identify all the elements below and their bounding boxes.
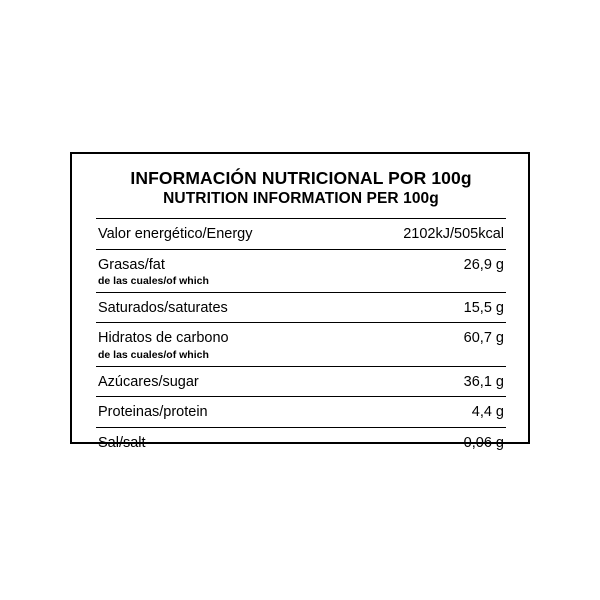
table-row — [96, 367, 506, 397]
nutrient-value: 60,7 g — [463, 330, 504, 347]
nutrient-label: Azúcares/sugar — [98, 373, 199, 390]
nutrient-label: Saturados/saturates — [98, 300, 228, 317]
row-label-group — [98, 374, 199, 391]
title-spanish: INFORMACIÓN NUTRICIONAL POR 100g — [130, 168, 472, 188]
nutrient-value: 15,5 g — [463, 300, 504, 317]
nutrient-value: 36,1 g — [463, 373, 504, 390]
table-row — [96, 397, 506, 427]
nutrition-title-block — [96, 168, 506, 208]
title-english: NUTRITION INFORMATION PER 100g — [163, 189, 439, 207]
table-row — [96, 250, 506, 293]
nutrient-value: 0,06 g — [463, 434, 504, 451]
row-label-group — [98, 226, 253, 243]
nutrition-information-panel — [70, 152, 530, 451]
nutrient-label: Sal/salt — [98, 434, 146, 451]
row-label-group — [98, 330, 229, 360]
nutrient-label: Hidratos de carbono — [98, 330, 229, 347]
nutrient-label: Valor energético/Energy — [98, 226, 253, 243]
table-row — [96, 323, 506, 366]
row-label-group — [98, 435, 146, 452]
table-row — [96, 428, 506, 457]
nutrient-label: Proteinas/protein — [98, 404, 208, 421]
row-label-group — [98, 404, 208, 421]
nutrient-value: 26,9 g — [463, 256, 504, 273]
nutrition-rows — [96, 219, 506, 457]
nutrient-label: Grasas/fat — [98, 256, 165, 273]
row-label-group — [98, 300, 228, 317]
row-label-group — [98, 257, 209, 287]
table-row — [96, 219, 506, 249]
table-row — [96, 293, 506, 323]
nutrient-value: 2102kJ/505kcal — [403, 226, 504, 243]
nutrient-value: 4,4 g — [471, 404, 504, 421]
nutrition-panel-inner — [72, 154, 528, 451]
nutrient-sublabel: de las cuales/of which — [98, 275, 209, 288]
nutrient-sublabel: de las cuales/of which — [98, 348, 209, 361]
